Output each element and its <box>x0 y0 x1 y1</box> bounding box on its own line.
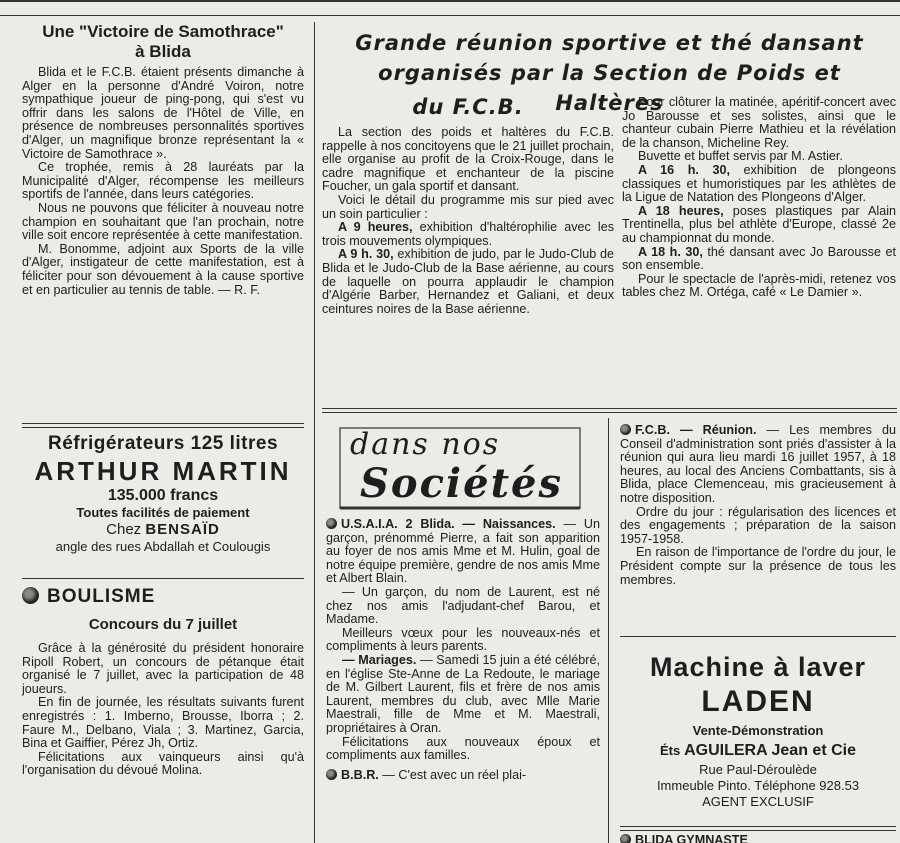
article-victoire <box>22 22 304 297</box>
program-text: exhibition d'haltérophilie avec les trois mouvements olympiques. <box>322 220 614 248</box>
notice-text: — Un garçon, prénommé Pierre, a fait son apparition au foyer de nos amis Mme et M. Hulin, goal de notre équipe première, gendre de nos amis Mme et Albert Blain. <box>326 517 600 586</box>
cut-heading-text <box>620 834 896 843</box>
program-time: A 16 h. 30, <box>638 162 730 177</box>
notice-head: — Mariages. <box>342 652 417 667</box>
program-text: poses plastiques par Alain Trentinella, plus bel athlète d'Europe, classé 2e au championnat du monde. <box>622 203 896 245</box>
ad-shop <box>22 521 304 539</box>
notice-text: — Samedi 15 juin a été célébré, en l'église Ste-Anne de La Redoute, le mariage de M. Gilbert Laurent, fils et frère de nos amis Laurent, membres du club, avec Mlle Marie Maestrali, fille de Mme et M. Maestrali, propriétaires à Oran. <box>326 652 600 735</box>
program-time: A 18 h. 30, <box>638 244 703 259</box>
bbr-notice <box>326 769 600 783</box>
notice-head: U.S.A.I.A. 2 Blida. — Naissances. <box>341 517 556 531</box>
usaia-notice <box>326 518 600 586</box>
ad-agent: AGENT EXCLUSIF <box>702 794 814 809</box>
column-fcb-reunion <box>620 424 896 587</box>
column-societes <box>326 518 600 782</box>
paragraph: Félicitations aux nouveaux époux et compliments aux familles. <box>326 734 600 763</box>
ad-headline: Machine à laver <box>649 652 867 682</box>
program-text: exhibition de judo, par le Judo-Club de Blida et le Judo-Club de la Base aérienne, au cours de laquelle on pourra applaudir le champion d'Algérie Barber, Hernandez et Galiani, et deux ceintures noires de la Base aérienne. <box>322 247 615 316</box>
fcb-notice <box>620 424 896 506</box>
paragraph: Félicitations aux vainqueurs ainsi qu'à l'organisation du dévoué Molina. <box>22 749 304 778</box>
divider <box>22 423 304 428</box>
cut-heading <box>620 834 896 843</box>
notice-head: B.B.R. <box>341 767 379 782</box>
divider <box>620 636 896 637</box>
divider <box>620 826 896 831</box>
divider <box>322 408 897 413</box>
program-item <box>322 221 614 248</box>
boulisme-heading <box>22 584 304 610</box>
article-title: Grande réunion sportive et thé dansant <box>355 31 864 55</box>
paragraph: Voici le détail du programme mis sur pied avec un soin particulier : <box>322 192 614 221</box>
ad-company-line <box>620 740 896 762</box>
program-time: A 18 heures, <box>638 203 724 218</box>
paragraph: Ce trophée, remis à 28 lauréats par la Municipalité d'Alger, récompense les meilleurs sportifs de l'année, dans leurs catégories. <box>22 160 304 202</box>
ad-laden <box>620 650 896 810</box>
divider <box>22 578 304 579</box>
paragraph: Grâce à la générosité du président honoraire Ripoll Robert, un concours de pétanque était organisé le 7 juillet, avec la participation de 48 joueurs. <box>22 641 304 696</box>
paragraph: Nous ne pouvons que féliciter à nouveau notre champion en souhaitant que l'an prochain, notre ville soit encore représentée à cette manifestation. <box>22 200 304 243</box>
article-grande-reunion-left <box>322 92 614 316</box>
ad-price: 135.000 francs <box>107 487 219 504</box>
program-text: thé dansant avec Jo Barousse et son ensemble. <box>622 244 896 273</box>
paragraph: En raison de l'importance de l'ordre du jour, le Président compte sur la présence de tous les membres. <box>620 545 896 587</box>
ad-company: AGUILERA Jean et Cie <box>684 742 856 759</box>
column-rule-left <box>314 22 315 843</box>
boulisme-title: BOULISME <box>47 586 156 607</box>
article-title-line3: du F.C.B. <box>412 95 524 119</box>
ad-brand: ARTHUR MARTIN <box>34 456 292 486</box>
ad-address: angle des rues Abdallah et Coulougis <box>55 539 271 554</box>
program-time: A 9 h. 30, <box>338 247 394 262</box>
ad-address-line2: Immeuble Pinto. Téléphone 928.53 <box>656 778 860 793</box>
column-rule-right <box>608 418 609 843</box>
mariage-notice <box>326 654 600 736</box>
program-item <box>622 164 896 205</box>
dans-nos-societes-logo <box>336 426 584 512</box>
paragraph: Ordre du jour : régularisation des licences et des engagements ; préparation de la saison 1957-1958. <box>620 504 896 546</box>
paragraph: Meilleurs vœux pour les nouveaux-nés et compliments à leurs parents. <box>326 625 600 654</box>
article-title-line2: à Blida <box>135 42 191 61</box>
ad-address: Rue Paul-Déroulède <box>699 762 817 777</box>
paragraph: Pour le spectacle de l'après-midi, retenez vos tables chez M. Ortéga, café « Le Damier ». <box>622 271 896 300</box>
cut-heading-label: BLIDA GYMNASTE <box>635 834 748 843</box>
bullet-icon <box>620 834 631 843</box>
ad-brand: LADEN <box>701 685 815 718</box>
ad-vente: Vente-Démonstration <box>692 723 824 738</box>
ad-ets: Éts <box>660 743 681 758</box>
bullet-icon <box>22 587 39 604</box>
bullet-icon <box>620 424 631 435</box>
program-item <box>622 205 896 246</box>
ad-shop-name: BENSAÏD <box>145 521 220 538</box>
ad-terms: Toutes facilités de paiement <box>76 505 250 520</box>
paragraph: Blida et le F.C.B. étaient présents dimanche à Alger en la personne d'André Voiron, notre sympathique joueur de ping-pong, qui s'est vu offrir dans les salons de l'Hôtel de Ville, en présence de nombreuses personnalités sportives d'Alger, un magnifique bronze représentant la « Victoire de Samothrace ». <box>22 65 304 161</box>
paragraph: — Un garçon, du nom de Laurent, est né chez nos amis l'adjudant-chef Barou, et Madame. <box>326 584 600 627</box>
program-item <box>622 246 896 273</box>
boulisme-subtitle: Concours du 7 juillet <box>88 616 238 633</box>
paragraph: Buvette et buffet servis par M. Astier. <box>638 149 843 164</box>
program-item <box>322 248 614 316</box>
ad-arthur-martin <box>22 432 304 555</box>
logo-line2: Sociétés <box>360 460 564 507</box>
program-time: A 9 heures, <box>338 220 413 235</box>
article-title: Une "Victoire de Samothrace" <box>42 22 284 41</box>
paragraph: La section des poids et haltères du F.C.B. rappelle à nos concitoyens que le 21 juillet prochain, elle organise au profit de la Croix-Rouge, dans le cadre magnifique et enchanteur de la piscine Foucher, un gala sportif et dansant. <box>322 125 614 194</box>
notice-head: F.C.B. — Réunion. <box>635 423 757 437</box>
notice-text: — C'est avec un réel plai- <box>378 767 527 782</box>
paragraph: En fin de journée, les résultats suivants furent enregistrés : 1. Imberno, Brousse, Iborra ; 2. Faure M., Delbano, Viala ; 3. Martinez, Garcia, Bina et Gaiffier, Pérez Jh, Ortiz. <box>22 695 304 751</box>
paragraph: M. Bonomme, adjoint aux Sports de la ville d'Alger, instigateur de cette manifestation, est à féliciter pour son dévouement à la cause sportive et en particulier au tennis de table. — R. F. <box>22 241 304 297</box>
paragraph: Pour clôturer la matinée, apéritif-concert avec Jo Barousse et ses solistes, ainsi que le chanteur cubain Pierre Mathieu et la révélation de la chanson, Micheline Rey. <box>622 95 896 150</box>
notice-text: — Les membres du Conseil d'administration sont priés d'assister à la réunion qui aura lieu mardi 16 juillet 1957, à 18 heures, au local des Anciens Combattants, sis à Blida, place Clemenceau, mis gracieusement à notre disposition. <box>620 423 896 505</box>
bullet-icon <box>326 518 337 529</box>
article-boulisme <box>22 584 304 778</box>
article-title-line2: organisés par la Section de Poids et Haltères <box>378 61 841 115</box>
article-grande-reunion-right <box>622 96 896 300</box>
bullet-icon <box>326 769 337 780</box>
top-rule <box>0 0 900 16</box>
ad-headline: Réfrigérateurs 125 litres <box>47 433 279 454</box>
logo-line1: dans nos <box>350 427 501 462</box>
program-text: exhibition de plongeons classiques et humoristiques par les athlètes de la Ligue de Natation des Plongeons d'Alger. <box>622 162 896 205</box>
ad-shop-prefix: Chez <box>106 521 142 538</box>
